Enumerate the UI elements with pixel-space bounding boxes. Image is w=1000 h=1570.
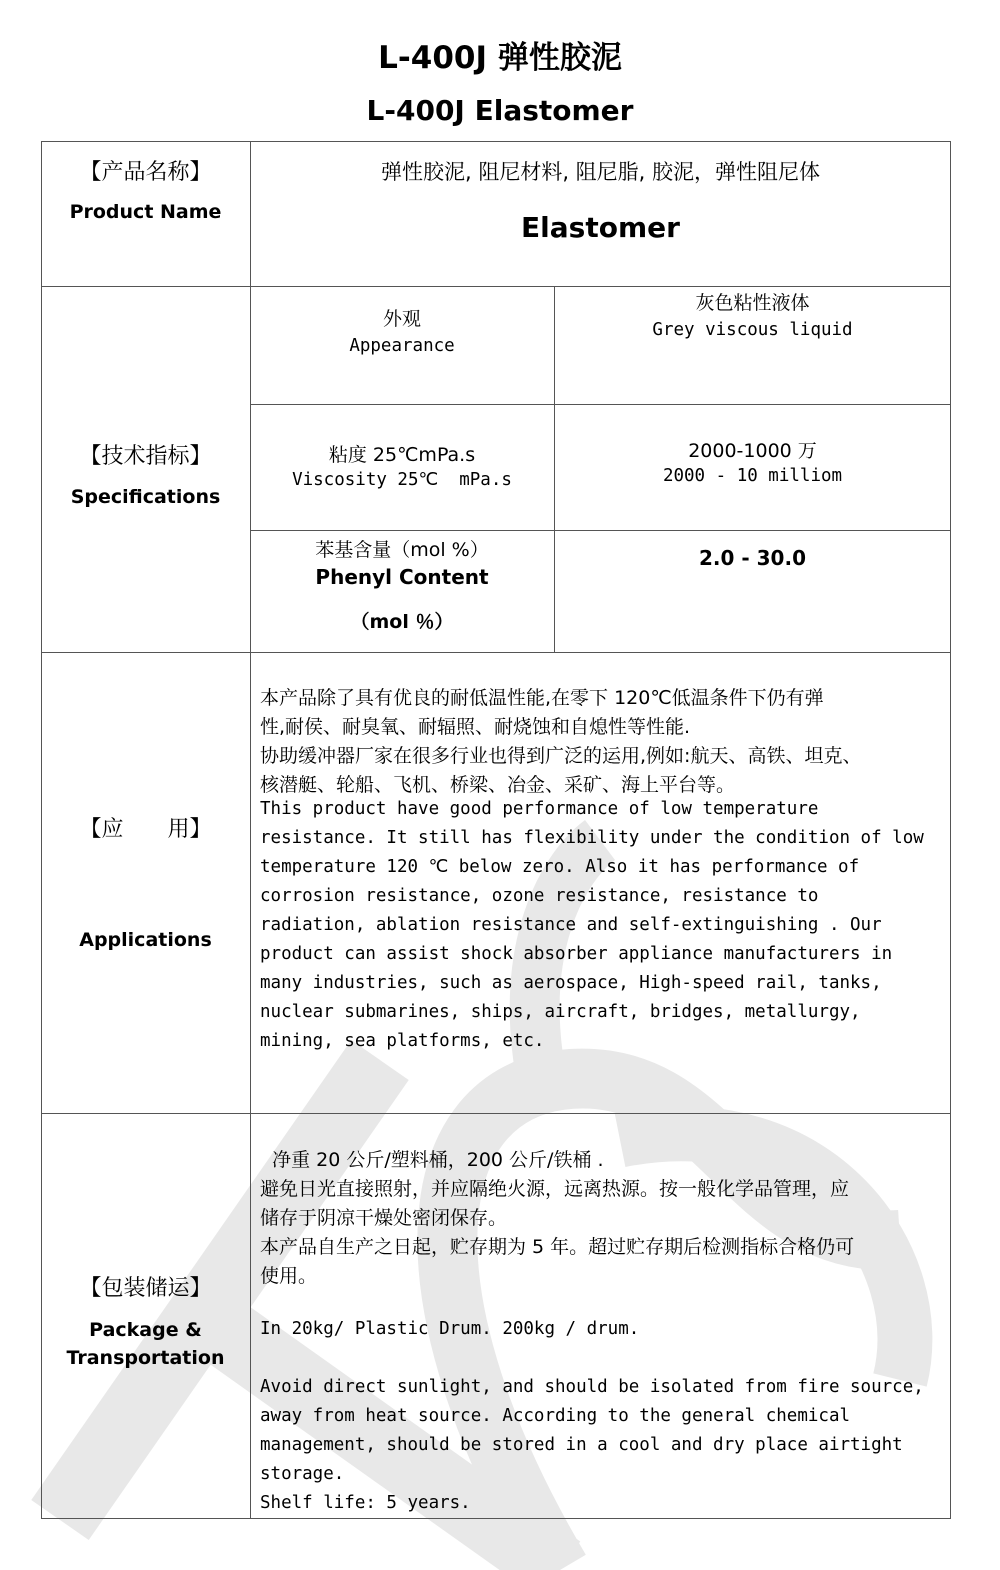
appearance-name-en: Appearance	[349, 336, 455, 356]
appearance-value-en: Grey viscous liquid	[652, 320, 853, 340]
applications-cn-line: 协助缓冲器厂家在很多行业也得到广泛的运用,例如:航天、高铁、坦克、	[260, 745, 862, 767]
applications-cn-line: 本产品除了具有优良的耐低温性能,在零下 120℃低温条件下仍有弹	[260, 687, 824, 709]
applications-en-line: many industries, such as aerospace, High-speed rail, tanks,	[260, 973, 882, 993]
package-cn-line: 避免日光直接照射，并应隔绝火源，远离热源。按一般化学品管理，应	[260, 1178, 850, 1200]
package-label-en-1: Package &	[89, 1319, 202, 1341]
appearance-name-cn: 外观	[382, 308, 421, 330]
viscosity-name-en: Viscosity 25℃ mPa.s	[292, 470, 512, 490]
applications-en-line: product can assist shock absorber appliance manufacturers in	[260, 944, 893, 964]
applications-label	[41, 652, 250, 1113]
spec-row-viscosity	[250, 404, 951, 530]
viscosity-name-cn: 粘度 25℃mPa.s	[328, 444, 476, 466]
package-cn-line: 使用。	[260, 1265, 318, 1287]
spec-row-appearance	[250, 286, 951, 404]
applications-cn-line: 性,耐侯、耐臭氧、耐辐照、耐烧蚀和自熄性等性能.	[260, 716, 691, 738]
spacer	[260, 1348, 946, 1377]
package-text	[260, 1145, 946, 1522]
document-title-cn: L-400J 弹性胶泥	[378, 40, 622, 76]
viscosity-value-en: 2000 - 10 milliom	[662, 466, 843, 486]
phenyl-name-en: Phenyl Content	[315, 565, 489, 589]
applications-en-line: corrosion resistance, ozone resistance, resistance to	[260, 886, 819, 906]
package-en-line: storage.	[260, 1464, 345, 1484]
product-name-label	[41, 141, 250, 286]
product-name-label-cn: 【产品名称】	[79, 160, 212, 185]
package-en-line: management, should be stored in a cool and dry place airtight	[260, 1435, 903, 1455]
phenyl-name-unit: （mol ％）	[350, 611, 454, 633]
package-en-line: Avoid direct sunlight, and should be isolated from fire source,	[260, 1377, 924, 1397]
phenyl-value: 2.0 - 30.0	[698, 546, 806, 570]
viscosity-value-cn: 2000-1000 万	[688, 440, 817, 462]
package-label-cn: 【包装储运】	[79, 1276, 212, 1301]
applications-en-line: mining, sea platforms, etc.	[260, 1031, 545, 1051]
package-cn-line: 本产品自生产之日起，贮存期为 5 年。超过贮存期后检测指标合格仍可	[260, 1236, 855, 1258]
product-name-value-cn: 弹性胶泥, 阻尼材料, 阻尼脂, 胶泥，弹性阻尼体	[380, 160, 821, 184]
specifications-label	[41, 286, 250, 652]
package-cn-line: 净重 20 公斤/塑料桶，200 公斤/铁桶 .	[260, 1149, 604, 1171]
spec-row-phenyl	[250, 530, 951, 652]
package-drum-line: In 20kg/ Plastic Drum. 200kg / drum.	[260, 1319, 640, 1339]
applications-label-cn: 【应 用】	[79, 817, 212, 842]
phenyl-name-cn: 苯基含量（mol %）	[315, 539, 489, 561]
specifications-label-en: Specifications	[70, 486, 221, 508]
package-label	[41, 1113, 250, 1518]
package-cn-line: 储存于阴凉干燥处密闭保存。	[260, 1207, 508, 1229]
product-name-label-en: Product Name	[69, 201, 222, 223]
applications-en-line: nuclear submarines, ships, aircraft, bridges, metallurgy,	[260, 1002, 861, 1022]
package-en-line: Shelf life: 5 years.	[260, 1493, 471, 1513]
specifications-label-cn: 【技术指标】	[79, 444, 212, 469]
package-label-en-2: Transportation	[66, 1347, 225, 1369]
product-name-value-en: Elastomer	[521, 211, 680, 244]
applications-en-line: radiation, ablation resistance and self-extinguishing . Our	[260, 915, 882, 935]
applications-en-line: temperature 120 ℃ below zero. Also it has performance of	[260, 857, 860, 877]
applications-cn-line: 核潜艇、轮船、飞机、桥梁、冶金、采矿、海上平台等。	[260, 774, 736, 796]
appearance-value-cn: 灰色粘性液体	[695, 292, 810, 314]
applications-label-en: Applications	[79, 929, 212, 951]
applications-en-line: This product have good performance of low temperature	[260, 799, 819, 819]
applications-text	[260, 683, 946, 1060]
document-title-en: L-400J Elastomer	[366, 94, 634, 127]
spacer	[260, 1290, 946, 1319]
product-name-value	[250, 141, 951, 286]
package-en-line: away from heat source. According to the general chemical	[260, 1406, 851, 1426]
applications-en-line: resistance. It still has flexibility under the condition of low	[260, 828, 924, 848]
